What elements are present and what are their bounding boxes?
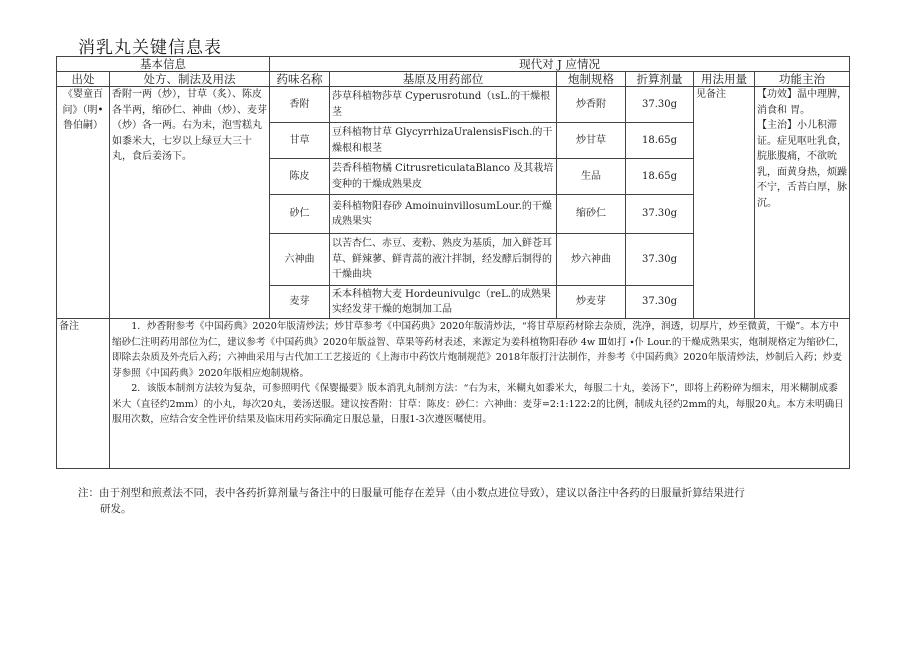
footnote-line-2: 研发。 [100, 503, 132, 516]
prescription-cell: 香附一两（炒），甘草（炙）、陈皮各半两，缩砂仁、神曲（炒）、麦芽（炒）各一两。右为末，泡雪糕丸如黍米大，七岁以上绿豆大三十丸，食后姜汤下。 [110, 87, 270, 319]
herb-processing: 炒六神曲 [557, 234, 626, 286]
document-title: 消乳丸关键信息表 [78, 38, 222, 58]
herb-processing: 生品 [557, 159, 626, 195]
herb-origin: 豆科植物甘草 GlycyrrhizaUralensisFisch.的干燥根和根茎 [330, 123, 557, 159]
herb-name: 甘草 [270, 123, 330, 159]
herb-dose: 37.30g [626, 195, 694, 234]
herb-processing: 炒甘草 [557, 123, 626, 159]
note-cell [110, 319, 850, 469]
header-dose: 折算剂量 [626, 72, 694, 87]
header-basic-info: 基本信息 [57, 57, 270, 72]
header-origin: 基原及用药部位 [330, 72, 557, 87]
herb-name: 砂仁 [270, 195, 330, 234]
herb-origin: 莎草科植物莎草 Cyperusrotund（ιsL.的干燥根茎 [330, 87, 557, 123]
herb-dose: 18.65g [626, 159, 694, 195]
efficacy-function: 【功效】温中理脾，消食和 胃。 [757, 89, 847, 116]
herb-origin: 芸香科植物橘 CitrusreticulataBlanco 及其栽培变种的干燥成熟果皮 [330, 159, 557, 195]
herb-processing: 缩砂仁 [557, 195, 626, 234]
footnote [78, 485, 848, 518]
herb-name: 六神曲 [270, 234, 330, 286]
header-herb-name: 药味名称 [270, 72, 330, 87]
herb-dose: 18.65g [626, 123, 694, 159]
herb-processing: 炒香附 [557, 87, 626, 123]
header-processing: 炮制规格 [557, 72, 626, 87]
header-efficacy: 功能主治 [755, 72, 850, 87]
header-usage: 用法用量 [694, 72, 755, 87]
efficacy-indication: 【主治】小儿积滞证。症见呕吐乳食，脘胀腹痛，不欲吮乳，面黄身热，烦躁不宁，舌苔白厚，脉沉。 [757, 120, 847, 209]
herb-name: 香附 [270, 87, 330, 123]
herb-origin: 姜科植物阳春砂 AmoinuinvillosumLour.的干燥成熟果实 [330, 195, 557, 234]
herb-dose: 37.30g [626, 87, 694, 123]
header-modern: 现代对 J 应情况 [270, 57, 850, 72]
herb-origin: 以苦杏仁、赤豆、麦粉、熟皮为基质，加入鲜苍耳草、鲜辣蓼、鲜青蒿的液汁拌制，经发酵后制得的干燥曲块 [330, 234, 557, 286]
note-paragraph-2: 2．该版本制剂方法较为复杂，可参照明代《保婴撮要》版本消乳丸制剂方法：“右为末，米糊丸如黍米大，每服二十丸，姜汤下”，即将上药粉碎为细末，用米糊制成黍米大（直径约2mm）的小丸，每次20丸，姜汤送服。建议按香附：甘草：陈皮：砂仁：六神曲：麦芽=2:1:122:2的比例，制成丸径约2mm的丸，每服20丸。本方未明确日服用次数，应结合安全性评价结果及临床用药实际确定日服总量，日服1-3次遵医嘱使用。 [112, 383, 844, 426]
herb-origin: 禾本科植物大麦 Hordeunivulgc（reL.的成熟果实经发芽干燥的炮制加工品 [330, 286, 557, 319]
info-table [56, 56, 850, 469]
note-label: 备注 [57, 319, 110, 469]
herb-dose: 37.30g [626, 286, 694, 319]
footnote-line-1: 注：由于剂型和煎煮法不同，表中各药折算剂量与备注中的日服量可能存在差异（由小数点进位导致），建议以备注中各药的日服量折算结果进行 [78, 487, 745, 499]
herb-dose: 37.30g [626, 234, 694, 286]
herb-processing: 炒麦芽 [557, 286, 626, 319]
herb-name: 麦芽 [270, 286, 330, 319]
efficacy-cell [755, 87, 850, 319]
usage-cell: 见备注 [694, 87, 755, 319]
herb-name: 陈皮 [270, 159, 330, 195]
header-source: 出处 [57, 72, 110, 87]
header-prescription: 处方、制法及用法 [110, 72, 270, 87]
source-cell: 《婴童百问》（明•鲁伯嗣） [57, 87, 110, 319]
note-paragraph-1: 1．炒香附参考《中国药典》2020年版清炒法；炒甘草参考《中国药典》2020年版清炒法，“将甘草原药材除去杂质，洗净，润透，切厚片，炒至微黄，干燥”。本方中缩砂仁注明药用部位为仁，建议参考《中国药典》2020年版益智、草果等药材表述，来源定为姜科植物阳春砂 4w Ⅲ如打 ∙仆 Lour.的干燥成熟果实，炮制规格定为缩砂仁，即除去杂质及外壳后入药；六神曲采用与古代加工工艺接近的《上海市中药饮片炮制规范》2018年版打汁法制作，并参考《中国药典》2020年版清炒法，炒制后入药；炒麦芽参照《中国药典》2020年版相应炮制规格。 [112, 321, 845, 379]
